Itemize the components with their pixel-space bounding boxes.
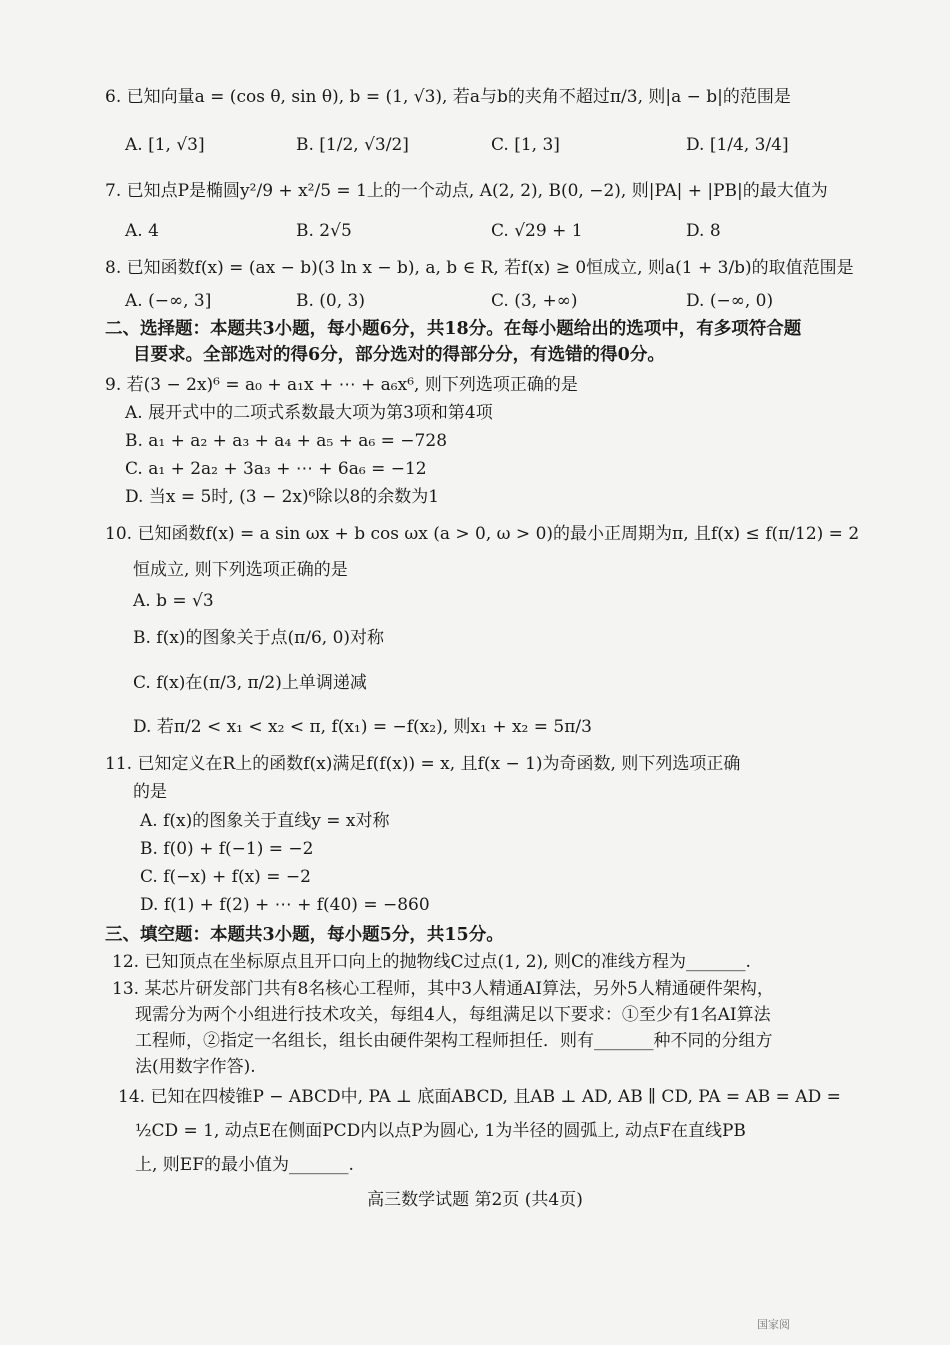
- q6-stem: 6. 已知向量a = (cos θ, sin θ), b = (1, √3), 若a与b的夹角不超过π/3, 则|a − b|的范围是: [105, 87, 791, 107]
- q10-option-c: C. f(x)在(π/3, π/2)上单调递减: [133, 673, 367, 693]
- q13-line1: 13. 某芯片研发部门共有8名核心工程师，其中3人精通AI算法，另外5人精通硬件架构，: [112, 979, 774, 999]
- q11-option-d: D. f(1) + f(2) + ⋯ + f(40) = −860: [140, 895, 430, 915]
- q9-option-a: A. 展开式中的二项式系数最大项为第3项和第4项: [125, 403, 493, 423]
- q13-line4: 法(用数字作答).: [135, 1057, 256, 1077]
- q6-option-a: A. [1, √3]: [125, 135, 205, 155]
- q11-stem-line1: 11. 已知定义在R上的函数f(x)满足f(f(x)) = x, 且f(x − 1)为奇函数, 则下列选项正确: [105, 754, 741, 774]
- q11-option-b: B. f(0) + f(−1) = −2: [140, 839, 314, 859]
- q14-line3: 上, 则EF的最小值为_______.: [135, 1155, 354, 1175]
- q11-option-c: C. f(−x) + f(x) = −2: [140, 867, 311, 887]
- q6-option-c: C. [1, 3]: [491, 135, 560, 155]
- q13-line2: 现需分为两个小组进行技术攻关，每组4人，每组满足以下要求：①至少有1名AI算法: [135, 1005, 771, 1025]
- q6-option-d: D. [1/4, 3/4]: [686, 135, 789, 155]
- q10-option-a: A. b = √3: [133, 591, 214, 611]
- q14-line2: ½CD = 1, 动点E在侧面PCD内以点P为圆心, 1为半径的圆弧上, 动点F在直线PB: [135, 1121, 746, 1141]
- q7-option-a: A. 4: [125, 221, 159, 241]
- q8-option-d: D. (−∞, 0): [686, 291, 774, 311]
- q10-option-b: B. f(x)的图象关于点(π/6, 0)对称: [133, 628, 385, 648]
- q9-option-d: D. 当x = 5时, (3 − 2x)⁶除以8的余数为1: [125, 487, 440, 507]
- q7-stem: 7. 已知点P是椭圆y²/9 + x²/5 = 1上的一个动点, A(2, 2), B(0, −2), 则|PA| + |PB|的最大值为: [105, 181, 828, 201]
- q14-line1: 14. 已知在四棱锥P − ABCD中, PA ⊥ 底面ABCD, 且AB ⊥ AD, AB ∥ CD, PA = AB = AD =: [118, 1087, 841, 1107]
- q11-stem-line2: 的是: [133, 782, 167, 802]
- q13-line3: 工程师，②指定一名组长，组长由硬件架构工程师担任．则有_______种不同的分组方: [135, 1031, 773, 1051]
- section3-heading: 三、填空题：本题共3小题，每小题5分，共15分。: [105, 925, 504, 945]
- q7-option-b: B. 2√5: [296, 221, 352, 241]
- q7-option-d: D. 8: [686, 221, 721, 241]
- q8-option-c: C. (3, +∞): [491, 291, 578, 311]
- q12: 12. 已知顶点在坐标原点且开口向上的抛物线C过点(1, 2), 则C的准线方程为_______.: [112, 952, 751, 972]
- page-footer: 高三数学试题 第2页 (共4页): [367, 1190, 583, 1210]
- q8-option-b: B. (0, 3): [296, 291, 366, 311]
- q9-option-b: B. a₁ + a₂ + a₃ + a₄ + a₅ + a₆ = −728: [125, 431, 448, 451]
- q10-option-d: D. 若π/2 < x₁ < x₂ < π, f(x₁) = −f(x₂), 则x₁ + x₂ = 5π/3: [133, 717, 592, 737]
- q9-stem: 9. 若(3 − 2x)⁶ = a₀ + a₁x + ⋯ + a₆x⁶, 则下列选项正确的是: [105, 375, 578, 395]
- q10-stem-line2: 恒成立, 则下列选项正确的是: [133, 560, 348, 580]
- corner-scribble: 国家阅: [757, 1318, 790, 1331]
- section2-heading-line1: 二、选择题：本题共3小题，每小题6分，共18分。在每小题给出的选项中，有多项符合题: [105, 319, 802, 339]
- q10-stem-line1: 10. 已知函数f(x) = a sin ωx + b cos ωx (a > 0, ω > 0)的最小正周期为π, 且f(x) ≤ f(π/12) = 2: [105, 524, 860, 544]
- q8-stem: 8. 已知函数f(x) = (ax − b)(3 ln x − b), a, b ∈ R, 若f(x) ≥ 0恒成立, 则a(1 + 3/b)的取值范围是: [105, 258, 854, 278]
- q7-option-c: C. √29 + 1: [491, 221, 583, 241]
- q9-option-c: C. a₁ + 2a₂ + 3a₃ + ⋯ + 6a₆ = −12: [125, 459, 427, 479]
- q11-option-a: A. f(x)的图象关于直线y = x对称: [140, 811, 390, 831]
- q8-option-a: A. (−∞, 3]: [125, 291, 212, 311]
- section2-heading-line2: 目要求。全部选对的得6分，部分选对的得部分分，有选错的得0分。: [133, 345, 665, 365]
- q6-option-b: B. [1/2, √3/2]: [296, 135, 409, 155]
